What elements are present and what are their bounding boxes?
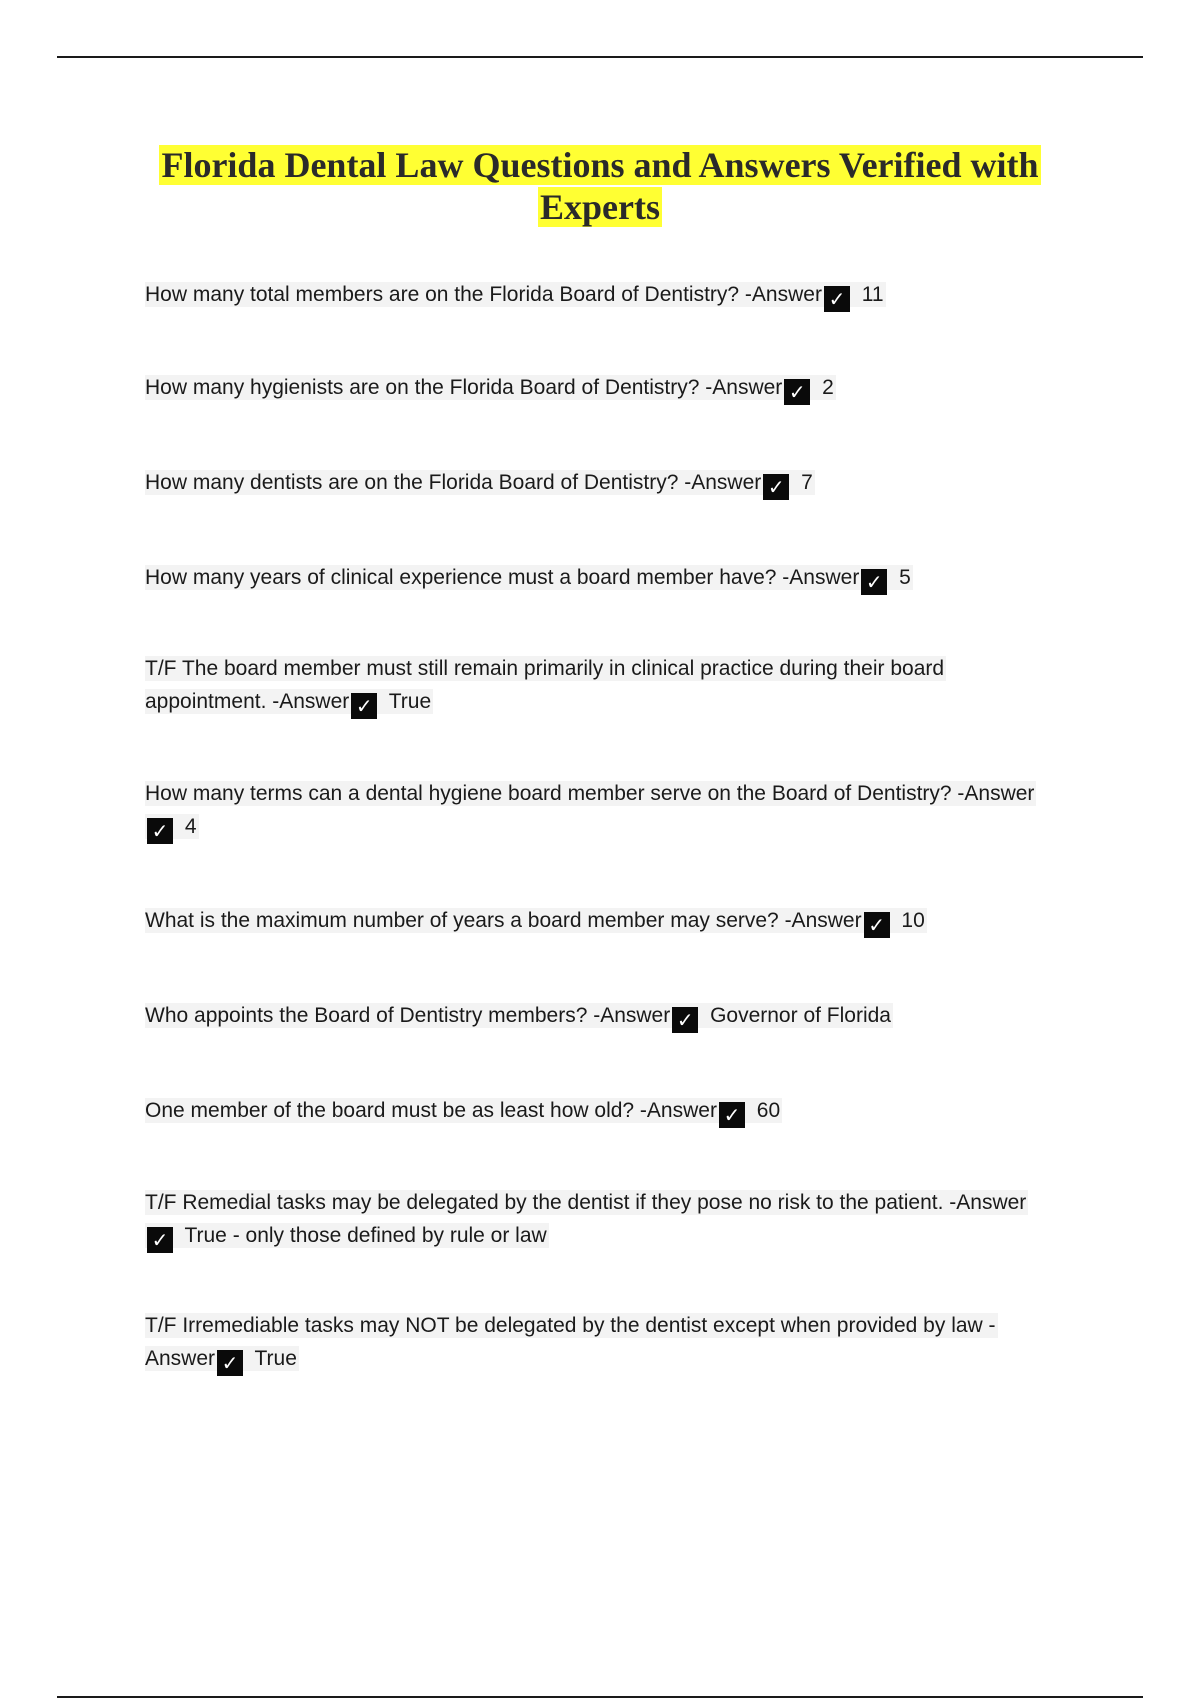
question-text: How many total members are on the Florida Board of Dentistry? -Answer xyxy=(145,283,822,306)
top-rule xyxy=(57,56,1143,58)
answer-text: 7 xyxy=(795,471,813,494)
answer-text: True - only those defined by rule or law xyxy=(179,1224,547,1247)
check-box-icon: ✓ xyxy=(672,1007,698,1033)
qa-item xyxy=(145,561,1045,595)
answer-text: 4 xyxy=(179,815,197,838)
answer-text: True xyxy=(249,1347,297,1370)
qa-item xyxy=(145,278,1045,312)
check-box-icon: ✓ xyxy=(351,693,377,719)
question-text: T/F Irremediable tasks may NOT be delegated by the dentist except when provided by law -Answer xyxy=(145,1314,996,1370)
answer-text: 10 xyxy=(895,909,925,932)
check-box-icon: ✓ xyxy=(763,474,789,500)
qa-item xyxy=(145,371,1045,405)
answer-text: True xyxy=(383,690,432,713)
qa-item xyxy=(145,652,1045,719)
question-text: T/F Remedial tasks may be delegated by the dentist if they pose no risk to the patient. -Answer xyxy=(145,1191,1027,1214)
answer-text: Governor of Florida xyxy=(704,1004,891,1027)
check-box-icon: ✓ xyxy=(864,912,890,938)
check-box-icon: ✓ xyxy=(147,818,173,844)
check-box-icon: ✓ xyxy=(784,379,810,405)
qa-item xyxy=(145,999,1045,1033)
qa-item xyxy=(145,1309,1045,1376)
question-text: One member of the board must be as least how old? -Answer xyxy=(145,1099,717,1122)
question-text: T/F The board member must still remain primarily in clinical practice during their board appointment. -Answer xyxy=(145,657,945,713)
question-text: Who appoints the Board of Dentistry members? -Answer xyxy=(145,1004,671,1027)
check-box-icon: ✓ xyxy=(147,1227,173,1253)
document-title xyxy=(100,144,1100,228)
qa-item xyxy=(145,904,1045,938)
check-box-icon: ✓ xyxy=(824,286,850,312)
bottom-rule xyxy=(57,1696,1143,1698)
check-box-icon: ✓ xyxy=(719,1102,745,1128)
question-text: How many years of clinical experience must a board member have? -Answer xyxy=(145,566,860,589)
question-text: How many hygienists are on the Florida Board of Dentistry? -Answer xyxy=(145,376,783,399)
answer-text: 60 xyxy=(750,1099,781,1122)
qa-item xyxy=(145,1186,1045,1253)
answer-text: 5 xyxy=(893,566,911,589)
title-highlight: Florida Dental Law Questions and Answers Verified with Experts xyxy=(161,145,1039,227)
check-box-icon: ✓ xyxy=(217,1350,243,1376)
check-box-icon: ✓ xyxy=(861,569,887,595)
qa-item xyxy=(145,466,1045,500)
qa-item xyxy=(145,777,1045,844)
qa-item xyxy=(145,1094,1045,1128)
answer-text: 2 xyxy=(816,376,834,399)
question-text: How many dentists are on the Florida Board of Dentistry? -Answer xyxy=(145,471,762,494)
answer-text: 11 xyxy=(855,283,884,306)
question-text: How many terms can a dental hygiene board member serve on the Board of Dentistry? -Answer xyxy=(145,782,1035,805)
question-text: What is the maximum number of years a board member may serve? -Answer xyxy=(145,909,862,932)
